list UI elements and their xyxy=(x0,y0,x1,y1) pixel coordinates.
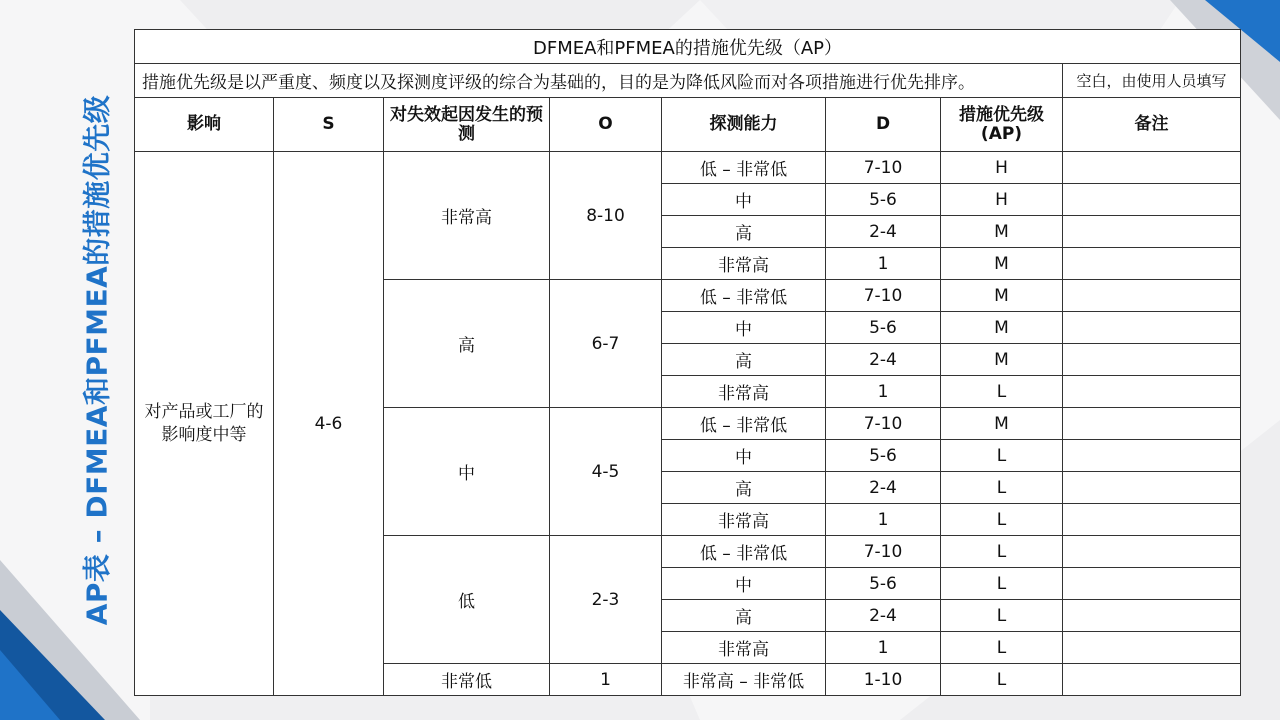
remarks-cell xyxy=(1063,536,1241,568)
ap-cell: L xyxy=(941,568,1063,600)
prediction-cell: 中 xyxy=(384,408,550,536)
detection-rating-cell: 5-6 xyxy=(826,312,941,344)
remarks-cell xyxy=(1063,344,1241,376)
detection-cell: 非常高 xyxy=(662,376,826,408)
remarks-cell xyxy=(1063,248,1241,280)
header-o: O xyxy=(550,98,662,152)
detection-rating-cell: 2-4 xyxy=(826,216,941,248)
remarks-cell xyxy=(1063,216,1241,248)
ap-cell: L xyxy=(941,664,1063,696)
detection-rating-cell: 2-4 xyxy=(826,344,941,376)
header-row xyxy=(135,98,1241,152)
header-detection: 探测能力 xyxy=(662,98,826,152)
detection-rating-cell: 7-10 xyxy=(826,152,941,184)
occurrence-cell: 1 xyxy=(550,664,662,696)
remarks-cell xyxy=(1063,568,1241,600)
detection-cell: 低 – 非常低 xyxy=(662,536,826,568)
remarks-cell xyxy=(1063,664,1241,696)
ap-cell: L xyxy=(941,600,1063,632)
ap-cell: L xyxy=(941,536,1063,568)
table-row xyxy=(135,152,1241,184)
table-description: 措施优先级是以严重度、频度以及探测度评级的综合为基础的，目的是为降低风险而对各项措施进行优先排序。 xyxy=(135,64,1063,98)
detection-rating-cell: 5-6 xyxy=(826,440,941,472)
detection-cell: 低 – 非常低 xyxy=(662,152,826,184)
header-prediction: 对失效起因发生的预测 xyxy=(384,98,550,152)
ap-cell: H xyxy=(941,184,1063,216)
prediction-cell: 低 xyxy=(384,536,550,664)
detection-rating-cell: 5-6 xyxy=(826,184,941,216)
detection-cell: 中 xyxy=(662,312,826,344)
remarks-cell xyxy=(1063,280,1241,312)
remarks-cell xyxy=(1063,504,1241,536)
remarks-cell xyxy=(1063,184,1241,216)
detection-rating-cell: 2-4 xyxy=(826,472,941,504)
detection-cell: 非常高 xyxy=(662,632,826,664)
occurrence-cell: 8-10 xyxy=(550,152,662,280)
header-effect: 影响 xyxy=(135,98,274,152)
ap-cell: L xyxy=(941,440,1063,472)
ap-cell: L xyxy=(941,376,1063,408)
ap-cell: L xyxy=(941,504,1063,536)
detection-cell: 非常高 xyxy=(662,248,826,280)
detection-cell: 非常高 xyxy=(662,504,826,536)
side-title: AP表 – DFMEA和PFMEA的措施优先级 xyxy=(80,94,113,626)
header-s: S xyxy=(274,98,384,152)
detection-cell: 高 xyxy=(662,472,826,504)
detection-rating-cell: 1-10 xyxy=(826,664,941,696)
ap-table xyxy=(134,29,1241,696)
description-row xyxy=(135,64,1241,98)
detection-rating-cell: 1 xyxy=(826,248,941,280)
ap-cell: M xyxy=(941,344,1063,376)
detection-cell: 中 xyxy=(662,184,826,216)
remarks-cell xyxy=(1063,600,1241,632)
detection-cell: 高 xyxy=(662,344,826,376)
prediction-cell: 高 xyxy=(384,280,550,408)
ap-cell: M xyxy=(941,248,1063,280)
severity-cell: 4-6 xyxy=(274,152,384,696)
detection-rating-cell: 1 xyxy=(826,504,941,536)
remarks-cell xyxy=(1063,472,1241,504)
occurrence-cell: 6-7 xyxy=(550,280,662,408)
detection-rating-cell: 7-10 xyxy=(826,280,941,312)
detection-cell: 高 xyxy=(662,216,826,248)
remarks-cell xyxy=(1063,632,1241,664)
ap-cell: M xyxy=(941,312,1063,344)
table-title: DFMEA和PFMEA的措施优先级（AP） xyxy=(135,30,1241,64)
remarks-cell xyxy=(1063,440,1241,472)
remarks-cell xyxy=(1063,312,1241,344)
detection-cell: 高 xyxy=(662,600,826,632)
header-remarks: 备注 xyxy=(1063,98,1241,152)
ap-cell: L xyxy=(941,472,1063,504)
ap-table-body xyxy=(135,30,1241,696)
detection-cell: 低 – 非常低 xyxy=(662,408,826,440)
header-ap: 措施优先级(AP) xyxy=(941,98,1063,152)
occurrence-cell: 2-3 xyxy=(550,536,662,664)
detection-rating-cell: 1 xyxy=(826,376,941,408)
detection-rating-cell: 5-6 xyxy=(826,568,941,600)
detection-rating-cell: 1 xyxy=(826,632,941,664)
detection-cell: 非常高 – 非常低 xyxy=(662,664,826,696)
prediction-cell: 非常低 xyxy=(384,664,550,696)
side-title-container xyxy=(60,80,130,640)
occurrence-cell: 4-5 xyxy=(550,408,662,536)
remarks-cell xyxy=(1063,408,1241,440)
ap-cell: M xyxy=(941,216,1063,248)
detection-rating-cell: 7-10 xyxy=(826,536,941,568)
table-title-row xyxy=(135,30,1241,64)
prediction-cell: 非常高 xyxy=(384,152,550,280)
detection-rating-cell: 2-4 xyxy=(826,600,941,632)
ap-cell: M xyxy=(941,280,1063,312)
detection-cell: 低 – 非常低 xyxy=(662,280,826,312)
detection-cell: 中 xyxy=(662,568,826,600)
remarks-cell xyxy=(1063,376,1241,408)
ap-cell: M xyxy=(941,408,1063,440)
ap-cell: L xyxy=(941,632,1063,664)
effect-cell: 对产品或工厂的影响度中等 xyxy=(135,152,274,696)
detection-cell: 中 xyxy=(662,440,826,472)
ap-cell: H xyxy=(941,152,1063,184)
fill-note: 空白，由使用人员填写 xyxy=(1063,64,1241,98)
remarks-cell xyxy=(1063,152,1241,184)
detection-rating-cell: 7-10 xyxy=(826,408,941,440)
header-d: D xyxy=(826,98,941,152)
